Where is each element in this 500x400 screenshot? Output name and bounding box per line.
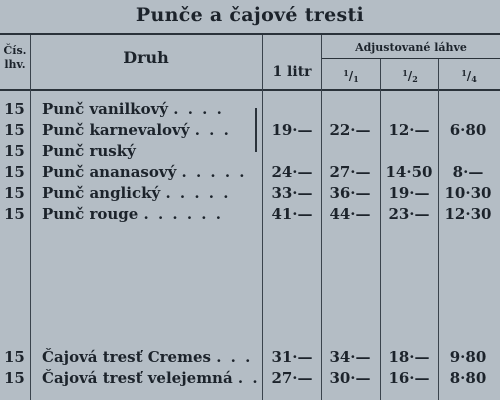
header-fraction-1-4: $^1/_4$	[461, 68, 477, 84]
header-druh: Druh	[123, 48, 169, 67]
fraction-den: 2	[412, 74, 418, 84]
fraction-den: 1	[353, 74, 359, 84]
header-cis-line1: Čís.	[3, 44, 27, 57]
price-1-4: 9·80	[449, 348, 487, 366]
table-row	[0, 205, 500, 227]
fraction-den: 4	[471, 74, 477, 84]
price-1-2: 18·—	[388, 348, 430, 366]
price-1-2: 23·—	[388, 205, 430, 223]
row-number: 15	[4, 121, 25, 139]
row-dots: . . . . .	[181, 163, 247, 181]
price-1-2: 12·—	[388, 121, 430, 139]
price-1-1: 44·—	[329, 205, 371, 223]
adjust-rule	[322, 58, 500, 59]
row-name	[42, 100, 224, 118]
row-name-text: Punč rouge	[42, 205, 139, 223]
row-name-text: Punč anglický	[42, 184, 161, 202]
row-number: 15	[4, 163, 25, 181]
row-dots: . . . .	[173, 100, 224, 118]
row-name	[42, 142, 136, 160]
price-1-2: 16·—	[388, 369, 430, 387]
header-fraction-1-1: $^1/_1$	[343, 68, 359, 84]
price-1-litr: 41·—	[271, 205, 313, 223]
row-dots: . .	[237, 369, 260, 387]
row-number: 15	[4, 100, 25, 118]
row-name	[42, 348, 252, 366]
price-1-1: 34·—	[329, 348, 371, 366]
page-title: Punče a čajové tresti	[135, 4, 365, 26]
price-1-4: 8·—	[452, 163, 484, 181]
row-name-text: Punč vanilkový	[42, 100, 169, 118]
table-row	[0, 100, 500, 122]
price-1-1: 27·—	[329, 163, 371, 181]
row-dots: . . .	[194, 121, 231, 139]
fraction-num: 1	[343, 68, 349, 78]
table-row	[0, 142, 500, 164]
table-row	[0, 184, 500, 206]
row-dots: . . .	[216, 348, 253, 366]
header-rule	[0, 89, 500, 91]
price-1-litr: 27·—	[271, 369, 313, 387]
price-1-litr: 19·—	[271, 121, 313, 139]
row-name-text: Čajová tresť Cremes	[42, 348, 211, 366]
row-name	[42, 121, 231, 139]
price-1-1: 30·—	[329, 369, 371, 387]
price-1-4: 8·80	[449, 369, 487, 387]
row-dots: . . . . .	[165, 184, 231, 202]
price-1-2: 14·50	[385, 163, 433, 181]
fraction-num: 1	[461, 68, 467, 78]
row-name-text: Punč ananasový	[42, 163, 177, 181]
row-name	[42, 163, 247, 181]
header-cis-line2: lhv.	[4, 58, 26, 71]
row-name-text: Punč karnevalový	[42, 121, 190, 139]
table-row	[0, 163, 500, 185]
row-name	[42, 184, 230, 202]
price-1-litr: 33·—	[271, 184, 313, 202]
row-number: 15	[4, 142, 25, 160]
table-row	[0, 121, 500, 143]
price-1-litr: 31·—	[271, 348, 313, 366]
table-row	[0, 369, 500, 391]
price-1-litr: 24·—	[271, 163, 313, 181]
price-1-4: 10·30	[444, 184, 492, 202]
header-adjustovane: Adjustované láhve	[355, 41, 467, 54]
price-1-1: 22·—	[329, 121, 371, 139]
price-1-2: 19·—	[388, 184, 430, 202]
row-number: 15	[4, 184, 25, 202]
header-litr: 1 litr	[272, 64, 312, 80]
table-row	[0, 348, 500, 370]
row-name-text: Čajová tresť velejemná	[42, 369, 233, 387]
price-1-1: 36·—	[329, 184, 371, 202]
row-name-text: Punč ruský	[42, 142, 136, 160]
row-dots: . . . . . .	[143, 205, 223, 223]
row-name	[42, 205, 223, 223]
row-number: 15	[4, 369, 25, 387]
row-number: 15	[4, 348, 25, 366]
row-name	[42, 369, 260, 387]
price-1-4: 12·30	[444, 205, 492, 223]
row-number: 15	[4, 205, 25, 223]
price-1-4: 6·80	[449, 121, 487, 139]
fraction-num: 1	[402, 68, 408, 78]
header-cis	[0, 44, 30, 72]
header-fraction-1-2: $^1/_2$	[402, 68, 418, 84]
top-rule	[0, 33, 500, 35]
